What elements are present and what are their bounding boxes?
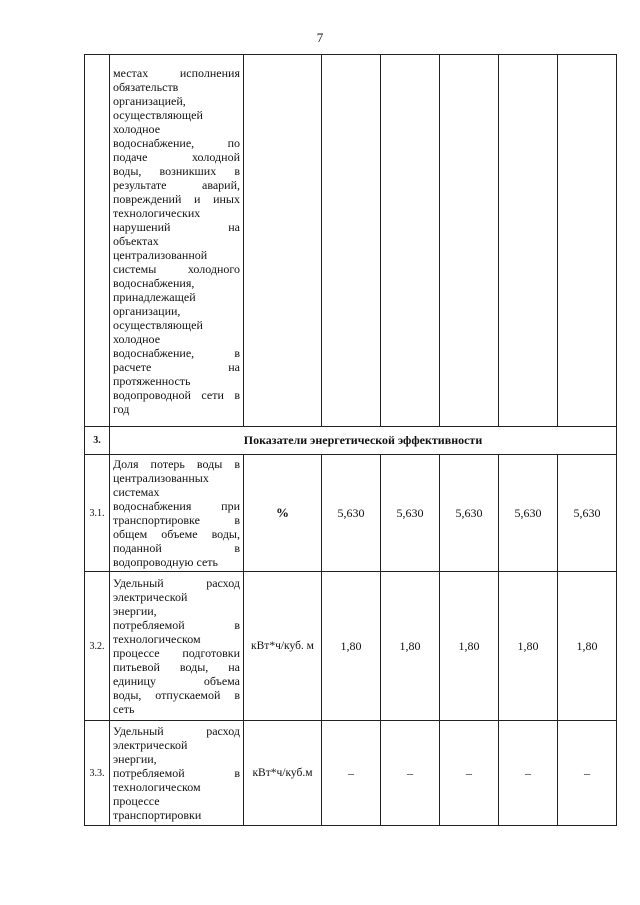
indicator-name-line: год	[113, 401, 130, 416]
continuation-row	[85, 55, 617, 427]
section-header-row	[85, 427, 617, 455]
value-cell	[381, 55, 440, 427]
unit-cell: %	[244, 455, 322, 572]
indicator-name-line: объектах	[113, 233, 159, 248]
value-cell: –	[440, 721, 499, 826]
value-cell: –	[499, 721, 558, 826]
indicator-name-line: водоснабжения при	[113, 499, 240, 513]
value-cell: 1,80	[322, 572, 381, 721]
value-cell: 5,630	[381, 455, 440, 572]
indicator-name-line: воды, возникших в	[113, 163, 240, 178]
indicator-name-line: воды, отпускаемой в	[113, 688, 240, 702]
indicator-name-line: централизованной	[113, 247, 208, 262]
section-title: Показатели энергетической эффективности	[110, 427, 617, 455]
value-cell	[322, 55, 381, 427]
indicator-name-line: холодное	[113, 331, 161, 346]
unit-cell: кВт*ч/куб. м	[244, 572, 322, 721]
indicator-name-line: нарушений на	[113, 219, 240, 234]
indicator-name-cell	[110, 455, 244, 572]
indicator-name-line: технологическом	[113, 632, 201, 646]
indicator-name-line: организации,	[113, 303, 181, 318]
indicator-name-line: Удельный расход	[113, 724, 240, 738]
indicator-name-line: общем объеме воды,	[113, 527, 240, 541]
indicator-name-line: энергии,	[113, 604, 157, 618]
row-number: 3.2.	[85, 572, 110, 721]
value-cell: 5,630	[322, 455, 381, 572]
value-cell	[558, 55, 617, 427]
value-cell: –	[322, 721, 381, 826]
value-cell	[440, 55, 499, 427]
indicator-name-line: электрической	[113, 590, 188, 604]
indicator-name-line: энергии,	[113, 752, 157, 766]
indicator-name-line: местах исполнения	[113, 65, 240, 80]
section-number: 3.	[85, 427, 110, 455]
indicator-name-line: транспортировке в	[113, 513, 240, 527]
indicator-name-line: осуществляющей	[113, 107, 203, 122]
indicator-name-cell	[110, 55, 244, 427]
indicator-name-line: протяженность	[113, 373, 191, 388]
value-cell: 1,80	[558, 572, 617, 721]
indicator-name-line: электрической	[113, 738, 188, 752]
table-row	[85, 721, 617, 826]
indicator-name-line: результате аварий,	[113, 177, 240, 192]
indicator-name-line: сеть	[113, 702, 135, 716]
indicator-name	[113, 576, 240, 716]
indicator-name-line: процессе	[113, 794, 160, 808]
indicator-name-line: водоснабжения,	[113, 275, 195, 290]
value-cell: –	[381, 721, 440, 826]
indicator-name	[113, 66, 240, 416]
indicator-name-line: технологических	[113, 205, 201, 220]
indicator-name-line: осуществляющей	[113, 317, 203, 332]
indicator-name-line: системы холодного	[113, 261, 240, 276]
indicator-name-line: единицу объема	[113, 674, 240, 688]
indicator-name-line: водопроводной сети в	[113, 387, 240, 402]
indicator-name-line: подаче холодной	[113, 149, 240, 164]
value-cell: 5,630	[558, 455, 617, 572]
row-number-cell	[85, 55, 110, 427]
indicator-name-line: Удельный расход	[113, 576, 240, 590]
indicator-name-line: потребляемой в	[113, 618, 240, 632]
indicator-name-cell	[110, 721, 244, 826]
table-row	[85, 572, 617, 721]
indicator-name-line: поданной в	[113, 541, 240, 555]
indicator-name-cell	[110, 572, 244, 721]
page-number: 7	[316, 30, 324, 45]
indicator-name-line: Доля потерь воды в	[113, 457, 240, 471]
value-cell: –	[558, 721, 617, 826]
indicator-name-line: системах	[113, 485, 160, 499]
indicator-name-line: организацией,	[113, 93, 186, 108]
unit-cell: кВт*ч/куб.м	[244, 721, 322, 826]
indicator-name-line: процессе подготовки	[113, 646, 240, 660]
indicator-name	[113, 457, 240, 569]
indicator-name-line: холодное	[113, 121, 161, 136]
indicator-name-line: принадлежащей	[113, 289, 196, 304]
value-cell: 5,630	[499, 455, 558, 572]
indicator-name-line: водоснабжение, в	[113, 345, 240, 360]
indicators-table	[84, 54, 617, 826]
indicator-name-line: технологическом	[113, 780, 201, 794]
indicator-name-line: повреждений и иных	[113, 191, 240, 206]
indicator-name-line: питьевой воды, на	[113, 660, 240, 674]
value-cell	[499, 55, 558, 427]
value-cell: 1,80	[499, 572, 558, 721]
indicator-name-line: водоснабжение, по	[113, 135, 240, 150]
value-cell: 1,80	[381, 572, 440, 721]
indicator-name-line: обязательств	[113, 79, 179, 94]
table-row	[85, 455, 617, 572]
indicator-name-line: централизованных	[113, 471, 209, 485]
unit-cell	[244, 55, 322, 427]
indicator-name-line: расчете на	[113, 359, 240, 374]
indicator-name-line: транспортировки	[113, 808, 202, 822]
value-cell: 5,630	[440, 455, 499, 572]
row-number: 3.3.	[85, 721, 110, 826]
row-number: 3.1.	[85, 455, 110, 572]
value-cell: 1,80	[440, 572, 499, 721]
indicator-name-line: потребляемой в	[113, 766, 240, 780]
indicator-name	[113, 724, 240, 822]
indicator-name-line: водопроводную сеть	[113, 555, 219, 569]
